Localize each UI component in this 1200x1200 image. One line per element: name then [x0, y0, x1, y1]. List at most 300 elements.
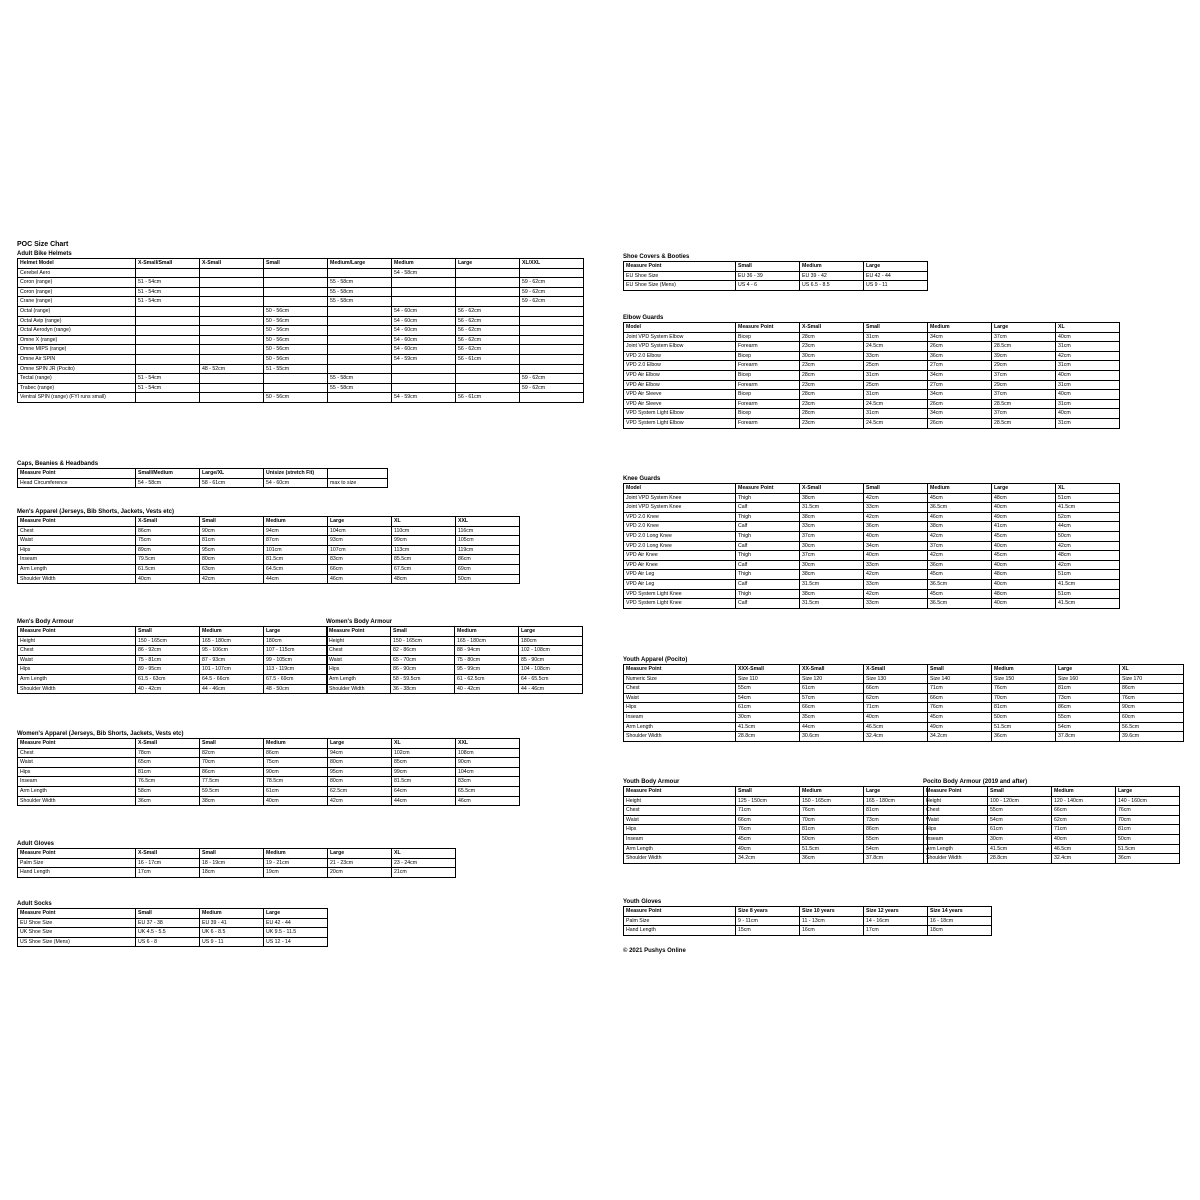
- table-cell: [520, 306, 584, 316]
- table-cell: 104cm: [456, 767, 520, 777]
- table-cell: 49cm: [992, 512, 1056, 522]
- table-cell: 19 - 21cm: [264, 858, 328, 868]
- table-cell: 54 - 60cm: [392, 316, 456, 326]
- column-header: XXL: [456, 517, 520, 527]
- table-cell: 23cm: [800, 361, 864, 371]
- pocito-body-armour-table: [923, 786, 1180, 864]
- table-cell: Bicep: [736, 409, 800, 419]
- table-row: [924, 806, 1180, 816]
- table-cell: 36cm: [864, 522, 928, 532]
- table-cell: 51cm: [1056, 589, 1120, 599]
- table-row: [624, 409, 1120, 419]
- table-cell: 50cm: [992, 712, 1056, 722]
- table-cell: Arm Length: [18, 564, 136, 574]
- section-title: Knee Guards: [623, 476, 661, 482]
- table-row: [624, 493, 1120, 503]
- table-cell: 27cm: [928, 380, 992, 390]
- table-cell: Inseam: [624, 834, 736, 844]
- table-cell: 15cm: [736, 926, 800, 936]
- table-cell: US 9 - 11: [200, 937, 264, 947]
- table-row: [18, 767, 520, 777]
- table-cell: 28cm: [800, 409, 864, 419]
- table-cell: 65 - 70cm: [391, 655, 455, 665]
- table-cell: 50cm: [800, 834, 864, 844]
- table-cell: 44cm: [800, 722, 864, 732]
- table-cell: 40cm: [1052, 834, 1116, 844]
- adult-socks-table: [17, 908, 328, 947]
- table-cell: 101cm: [264, 545, 328, 555]
- table-cell: 51cm: [1056, 570, 1120, 580]
- table-cell: 83cm: [456, 777, 520, 787]
- table-cell: 180cm: [264, 636, 328, 646]
- table-cell: EU Shoe Size (Mens): [624, 281, 736, 291]
- column-header: X-Small/Small: [136, 259, 200, 269]
- table-cell: Size 120: [800, 674, 864, 684]
- table-cell: 66cm: [864, 684, 928, 694]
- table-cell: Calf: [736, 522, 800, 532]
- table-cell: 54 - 60cm: [392, 306, 456, 316]
- table-cell: 23cm: [800, 399, 864, 409]
- section-title: Pocito Body Armour (2019 and after): [923, 779, 1028, 785]
- table-cell: Coron (range): [18, 287, 136, 297]
- table-cell: 27cm: [928, 361, 992, 371]
- table-cell: Hips: [18, 665, 136, 675]
- table-cell: 34cm: [928, 370, 992, 380]
- table-cell: 42cm: [928, 531, 992, 541]
- table-cell: 28.8cm: [988, 854, 1052, 864]
- table-cell: 78cm: [136, 748, 200, 758]
- table-row: [18, 354, 584, 364]
- table-cell: [456, 287, 520, 297]
- table-cell: Arm Length: [924, 844, 988, 854]
- table-cell: 38cm: [800, 570, 864, 580]
- table-row: [624, 806, 928, 816]
- table-cell: 51cm: [1056, 493, 1120, 503]
- table-cell: 56.5cm: [1120, 722, 1184, 732]
- table-cell: 23cm: [800, 342, 864, 352]
- table-cell: 16 - 18cm: [928, 916, 992, 926]
- table-cell: 41.5cm: [1056, 503, 1120, 513]
- table-row: [18, 674, 328, 684]
- table-row: [327, 684, 583, 694]
- table-cell: 26cm: [928, 342, 992, 352]
- table-cell: [136, 306, 200, 316]
- table-cell: 40cm: [992, 599, 1056, 609]
- column-header: XL: [392, 739, 456, 749]
- table-row: [327, 674, 583, 684]
- table-cell: 110cm: [392, 526, 456, 536]
- table-cell: 57cm: [800, 693, 864, 703]
- table-cell: 54 - 60cm: [264, 478, 328, 488]
- table-cell: Head Circumference: [18, 478, 136, 488]
- column-header: Measure Point: [18, 627, 136, 637]
- table-cell: 81cm: [800, 825, 864, 835]
- table-cell: 26cm: [928, 418, 992, 428]
- table-cell: Size 170: [1120, 674, 1184, 684]
- table-cell: [200, 345, 264, 355]
- table-cell: [328, 354, 392, 364]
- column-header: Small: [391, 627, 455, 637]
- table-row: [624, 551, 1120, 561]
- table-row: [18, 918, 328, 928]
- column-header: Small: [136, 909, 200, 919]
- table-cell: 56 - 62cm: [456, 306, 520, 316]
- column-header: Medium: [1052, 787, 1116, 797]
- table-row: [624, 332, 1120, 342]
- column-header: X-Small: [800, 323, 864, 333]
- table-row: [18, 937, 328, 947]
- table-cell: Height: [924, 796, 988, 806]
- table-cell: 41.5cm: [1056, 579, 1120, 589]
- table-header-row: [18, 739, 520, 749]
- table-cell: 71cm: [928, 684, 992, 694]
- table-cell: 61 - 62.5cm: [455, 674, 519, 684]
- table-cell: 70cm: [1116, 815, 1180, 825]
- table-cell: 55cm: [1056, 712, 1120, 722]
- table-cell: 50 - 56cm: [264, 335, 328, 345]
- column-header: X-Small: [800, 484, 864, 494]
- table-cell: 85cm: [392, 758, 456, 768]
- table-cell: 56 - 62cm: [456, 345, 520, 355]
- youth-gloves-table: [623, 906, 992, 936]
- table-cell: Calf: [736, 599, 800, 609]
- table-row: [327, 636, 583, 646]
- table-cell: 50 - 56cm: [264, 354, 328, 364]
- section-title: Caps, Beanies & Headbands: [17, 461, 99, 467]
- table-cell: VPD 2.0 Knee: [624, 522, 736, 532]
- table-cell: 11 - 13cm: [800, 916, 864, 926]
- table-cell: 104 - 108cm: [519, 665, 583, 675]
- table-cell: 31cm: [864, 409, 928, 419]
- table-cell: 37cm: [992, 370, 1056, 380]
- table-cell: 36cm: [136, 796, 200, 806]
- table-cell: 165 - 180cm: [864, 796, 928, 806]
- table-cell: 40cm: [992, 503, 1056, 513]
- table-cell: Inseam: [624, 712, 736, 722]
- table-cell: EU Shoe Size: [624, 271, 736, 281]
- table-cell: EU 36 - 39: [736, 271, 800, 281]
- table-cell: 80cm: [200, 555, 264, 565]
- table-cell: 55cm: [736, 684, 800, 694]
- table-cell: [200, 354, 264, 364]
- table-row: [624, 361, 1120, 371]
- table-cell: 50 - 56cm: [264, 326, 328, 336]
- table-row: [18, 777, 520, 787]
- column-header: Measure Point: [624, 907, 736, 917]
- table-cell: 9 - 11cm: [736, 916, 800, 926]
- table-cell: Inseam: [18, 777, 136, 787]
- table-cell: 40cm: [992, 560, 1056, 570]
- table-cell: 24.5cm: [864, 399, 928, 409]
- table-cell: 89 - 95cm: [136, 665, 200, 675]
- column-header: Large: [264, 627, 328, 637]
- table-cell: 50 - 56cm: [264, 316, 328, 326]
- table-cell: 61cm: [264, 786, 328, 796]
- table-cell: Numeric Size: [624, 674, 736, 684]
- table-cell: 54 - 58cm: [136, 478, 200, 488]
- table-cell: 54cm: [736, 693, 800, 703]
- column-header: Unisize (stretch Fit): [264, 469, 328, 479]
- column-header: Measure Point: [624, 787, 736, 797]
- table-cell: 65cm: [136, 758, 200, 768]
- table-cell: 105cm: [456, 536, 520, 546]
- table-cell: [264, 297, 328, 307]
- table-cell: 85 - 90cm: [519, 655, 583, 665]
- table-cell: 82cm: [200, 748, 264, 758]
- table-cell: 80cm: [328, 777, 392, 787]
- table-cell: Hand Length: [624, 926, 736, 936]
- table-cell: 45cm: [736, 834, 800, 844]
- table-cell: 113cm: [392, 545, 456, 555]
- table-cell: VPD System Light Elbow: [624, 418, 736, 428]
- table-row: [18, 326, 584, 336]
- table-cell: 107cm: [328, 545, 392, 555]
- table-cell: 63cm: [200, 564, 264, 574]
- table-cell: 23cm: [800, 418, 864, 428]
- column-header: Medium: [928, 484, 992, 494]
- table-cell: Thigh: [736, 493, 800, 503]
- table-cell: 71cm: [736, 806, 800, 816]
- table-cell: 54 - 58cm: [392, 268, 456, 278]
- table-cell: Calf: [736, 579, 800, 589]
- table-row: [624, 512, 1120, 522]
- table-cell: Bicep: [736, 332, 800, 342]
- table-cell: 75cm: [136, 536, 200, 546]
- table-cell: 150 - 165cm: [136, 636, 200, 646]
- table-cell: 86cm: [200, 767, 264, 777]
- table-row: [18, 684, 328, 694]
- table-cell: 37cm: [992, 409, 1056, 419]
- table-cell: 81.5cm: [264, 555, 328, 565]
- table-cell: [200, 316, 264, 326]
- table-cell: EU 37 - 38: [136, 918, 200, 928]
- column-header: Large: [328, 739, 392, 749]
- table-cell: 40cm: [1056, 332, 1120, 342]
- table-cell: [264, 268, 328, 278]
- table-row: [18, 526, 520, 536]
- table-row: [624, 916, 992, 926]
- table-cell: Waist: [624, 815, 736, 825]
- table-row: [624, 342, 1120, 352]
- table-cell: Shoulder Width: [18, 796, 136, 806]
- table-row: [624, 399, 1120, 409]
- table-row: [18, 297, 584, 307]
- table-cell: UK 4.5 - 5.5: [136, 928, 200, 938]
- table-cell: 56 - 61cm: [456, 354, 520, 364]
- column-header: XL: [1120, 665, 1184, 675]
- column-header: X-Small: [136, 517, 200, 527]
- table-cell: 45cm: [928, 570, 992, 580]
- table-cell: Arm Length: [327, 674, 391, 684]
- table-cell: [200, 393, 264, 403]
- table-cell: [328, 326, 392, 336]
- table-cell: 66cm: [928, 693, 992, 703]
- table-cell: [328, 345, 392, 355]
- table-cell: 25cm: [864, 361, 928, 371]
- table-cell: 48cm: [992, 570, 1056, 580]
- table-cell: [136, 345, 200, 355]
- table-cell: Thigh: [736, 551, 800, 561]
- table-row: [18, 665, 328, 675]
- table-cell: 46cm: [928, 512, 992, 522]
- table-cell: 81.5cm: [392, 777, 456, 787]
- table-cell: Height: [327, 636, 391, 646]
- table-cell: Height: [18, 636, 136, 646]
- table-row: [924, 854, 1180, 864]
- table-cell: VPD Air Leg: [624, 579, 736, 589]
- table-cell: 95cm: [200, 545, 264, 555]
- table-row: [624, 926, 992, 936]
- column-header: Measure Point: [736, 323, 800, 333]
- table-row: [624, 825, 928, 835]
- table-cell: VPD Air Leg: [624, 570, 736, 580]
- table-cell: 125 - 150cm: [736, 796, 800, 806]
- table-cell: 42cm: [200, 574, 264, 584]
- table-cell: US 9 - 11: [864, 281, 928, 291]
- table-cell: EU 42 - 44: [264, 918, 328, 928]
- table-cell: 61cm: [800, 684, 864, 694]
- column-header: Measure Point: [18, 849, 136, 859]
- table-header-row: [18, 469, 388, 479]
- table-cell: Octal Avip (range): [18, 316, 136, 326]
- table-cell: [520, 354, 584, 364]
- table-cell: 71cm: [864, 703, 928, 713]
- column-header: Large/XL: [200, 469, 264, 479]
- table-cell: 100 - 120cm: [988, 796, 1052, 806]
- table-cell: [200, 326, 264, 336]
- copyright-footer: © 2021 Pushys Online: [623, 948, 686, 954]
- womens-apparel-section: [17, 730, 520, 806]
- table-cell: 76.5cm: [136, 777, 200, 787]
- table-cell: 40 - 42cm: [136, 684, 200, 694]
- table-cell: 40cm: [864, 551, 928, 561]
- column-header: Size 12 years: [864, 907, 928, 917]
- column-header: Medium/Large: [328, 259, 392, 269]
- adult-gloves-table: [17, 848, 456, 878]
- table-cell: 42cm: [864, 570, 928, 580]
- table-header-row: [624, 323, 1120, 333]
- table-cell: 42cm: [928, 551, 992, 561]
- table-cell: 86cm: [264, 748, 328, 758]
- column-header: Large: [992, 484, 1056, 494]
- table-row: [624, 281, 928, 291]
- table-cell: 34cm: [864, 541, 928, 551]
- table-row: [18, 748, 520, 758]
- table-row: [624, 570, 1120, 580]
- table-cell: 33cm: [864, 579, 928, 589]
- table-cell: 94cm: [328, 748, 392, 758]
- table-cell: 66cm: [800, 703, 864, 713]
- table-cell: 90cm: [1120, 703, 1184, 713]
- table-cell: 36.5cm: [928, 579, 992, 589]
- table-row: [18, 928, 328, 938]
- table-cell: [136, 354, 200, 364]
- table-cell: VPD 2.0 Elbow: [624, 351, 736, 361]
- table-cell: Forearm: [736, 380, 800, 390]
- table-cell: 95 - 99cm: [455, 665, 519, 675]
- column-header: Large: [1116, 787, 1180, 797]
- table-cell: Chest: [327, 646, 391, 656]
- table-cell: 20cm: [328, 868, 392, 878]
- table-cell: 59 - 62cm: [520, 374, 584, 384]
- table-cell: Arm Length: [624, 722, 736, 732]
- table-cell: 34cm: [928, 332, 992, 342]
- column-header: Small: [264, 259, 328, 269]
- column-header: Medium: [264, 739, 328, 749]
- table-cell: 86cm: [1056, 703, 1120, 713]
- table-cell: Size 110: [736, 674, 800, 684]
- column-header: Large: [456, 259, 520, 269]
- table-cell: 49cm: [928, 722, 992, 732]
- table-cell: 42cm: [864, 493, 928, 503]
- table-cell: Omne MIPS (range): [18, 345, 136, 355]
- table-cell: 62cm: [864, 693, 928, 703]
- table-cell: 83cm: [328, 555, 392, 565]
- table-cell: Thigh: [736, 512, 800, 522]
- table-cell: Hips: [18, 767, 136, 777]
- table-row: [18, 278, 584, 288]
- table-cell: 81cm: [864, 806, 928, 816]
- table-row: [327, 655, 583, 665]
- table-row: [18, 536, 520, 546]
- table-cell: Shoulder Width: [624, 732, 736, 742]
- table-cell: Joint VPD System Elbow: [624, 342, 736, 352]
- column-header: Large: [864, 787, 928, 797]
- table-cell: 75 - 80cm: [455, 655, 519, 665]
- table-row: [18, 574, 520, 584]
- table-cell: 40cm: [136, 574, 200, 584]
- table-cell: VPD Air Elbow: [624, 370, 736, 380]
- section-title: Adult Socks: [17, 901, 52, 907]
- table-cell: 108cm: [456, 748, 520, 758]
- table-cell: 76cm: [736, 825, 800, 835]
- column-header: Helmet Model: [18, 259, 136, 269]
- table-cell: 33cm: [864, 599, 928, 609]
- table-cell: 93cm: [328, 536, 392, 546]
- column-header: Large: [992, 323, 1056, 333]
- table-cell: VPD 2.0 Long Knee: [624, 531, 736, 541]
- table-cell: Octal Aerodyn (range): [18, 326, 136, 336]
- section-title: Men's Apparel (Jerseys, Bib Shorts, Jackets, Vests etc): [17, 509, 174, 515]
- table-row: [624, 693, 1184, 703]
- table-cell: 61.5 - 63cm: [136, 674, 200, 684]
- table-cell: 46cm: [328, 574, 392, 584]
- table-row: [624, 674, 1184, 684]
- table-cell: 33cm: [864, 351, 928, 361]
- table-cell: 86cm: [1120, 684, 1184, 694]
- table-cell: 69cm: [456, 564, 520, 574]
- table-cell: 70cm: [992, 693, 1056, 703]
- table-cell: [520, 345, 584, 355]
- table-cell: Size 150: [992, 674, 1056, 684]
- table-cell: 86cm: [864, 825, 928, 835]
- table-row: [18, 478, 388, 488]
- table-cell: 54 - 59cm: [392, 354, 456, 364]
- table-row: [624, 844, 928, 854]
- table-row: [624, 732, 1184, 742]
- table-cell: [136, 364, 200, 374]
- youth-gloves-section: [623, 898, 992, 936]
- table-cell: 48 - 52cm: [200, 364, 264, 374]
- table-cell: 29cm: [992, 380, 1056, 390]
- table-cell: 44cm: [1056, 522, 1120, 532]
- table-cell: Cerebel Aero: [18, 268, 136, 278]
- table-cell: [392, 374, 456, 384]
- table-row: [18, 655, 328, 665]
- column-header: Measure Point: [327, 627, 391, 637]
- table-cell: 51 - 54cm: [136, 278, 200, 288]
- column-header: XL/XXL: [520, 259, 584, 269]
